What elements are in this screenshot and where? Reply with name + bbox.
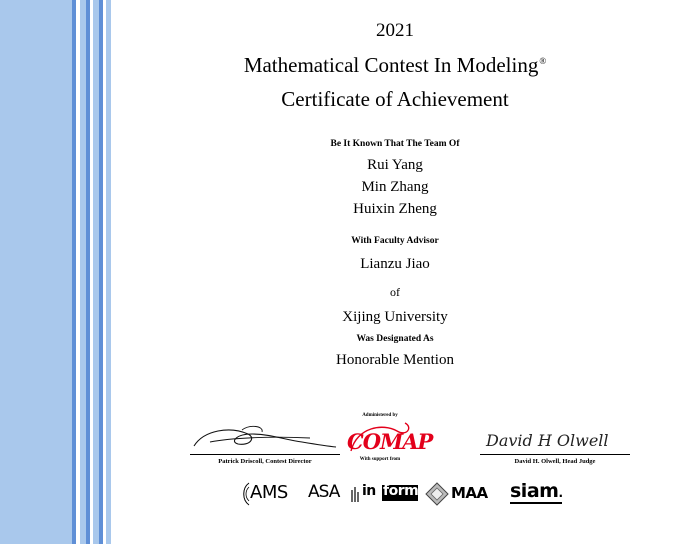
- informs-logo: [362, 480, 427, 508]
- asa-emblem-icon: [350, 484, 360, 504]
- siam-dot: .: [558, 486, 563, 500]
- contest-year: 2021: [376, 20, 414, 41]
- sponsor-logos: [240, 480, 580, 508]
- contest-title: [130, 53, 660, 78]
- ams-logo: [240, 480, 308, 508]
- siam-logo-text: [510, 480, 563, 502]
- award-title: Honorable Mention: [336, 352, 454, 368]
- decorative-side-stripes: [0, 0, 120, 544]
- team-member: Rui Yang: [367, 157, 423, 173]
- informs-prefix: in: [362, 483, 376, 499]
- siam-underline: [510, 502, 562, 504]
- advisor-name: Lianzu Jiao: [360, 256, 430, 272]
- informs-box-text: forms: [383, 483, 427, 499]
- maa-logo: [425, 480, 505, 508]
- director-caption: Patrick Driscoll, Contest Director: [218, 458, 312, 465]
- siam-logo: [508, 480, 580, 508]
- judge-caption: David H. Olwell, Head Judge: [514, 458, 596, 465]
- of-label: of: [390, 285, 400, 299]
- asa-logo: [308, 480, 360, 508]
- maa-diamond-icon: [425, 482, 449, 506]
- stripe-dark: [99, 0, 103, 544]
- siam-word: siam: [510, 480, 559, 502]
- director-signature: [190, 420, 340, 454]
- judge-signature: [480, 420, 630, 454]
- stripe-dark: [72, 0, 76, 544]
- stripe-light-wide: [0, 0, 72, 544]
- ams-logo-text: AMS: [250, 482, 288, 503]
- certificate-title: Certificate of Achievement: [281, 87, 509, 111]
- administered-by-text: Administered by: [362, 413, 398, 418]
- designated-label: Was Designated As: [356, 334, 434, 344]
- university-name: Xijing University: [342, 309, 448, 325]
- team-member: Min Zhang: [361, 179, 429, 195]
- contest-title-text: Mathematical Contest In Modeling: [243, 53, 539, 77]
- advisor-label: With Faculty Advisor: [351, 236, 439, 246]
- comap-block: [335, 407, 455, 467]
- support-text: With support from: [359, 457, 401, 462]
- registered-mark: ®: [539, 56, 547, 66]
- asa-logo-text: ASA: [308, 482, 340, 502]
- maa-logo-text: MAA: [451, 484, 488, 502]
- team-member: Huixin Zheng: [353, 201, 437, 217]
- stripe-light-narrow: [106, 0, 111, 544]
- signature-line: [480, 454, 630, 455]
- judge-signature-text: David H Olwell: [486, 431, 609, 450]
- signature-line: [190, 454, 340, 455]
- stripe-dark: [86, 0, 90, 544]
- ams-emblem-icon: [240, 480, 250, 508]
- known-line: Be It Known That The Team Of: [330, 139, 460, 149]
- comap-logo: COMAP: [347, 429, 433, 454]
